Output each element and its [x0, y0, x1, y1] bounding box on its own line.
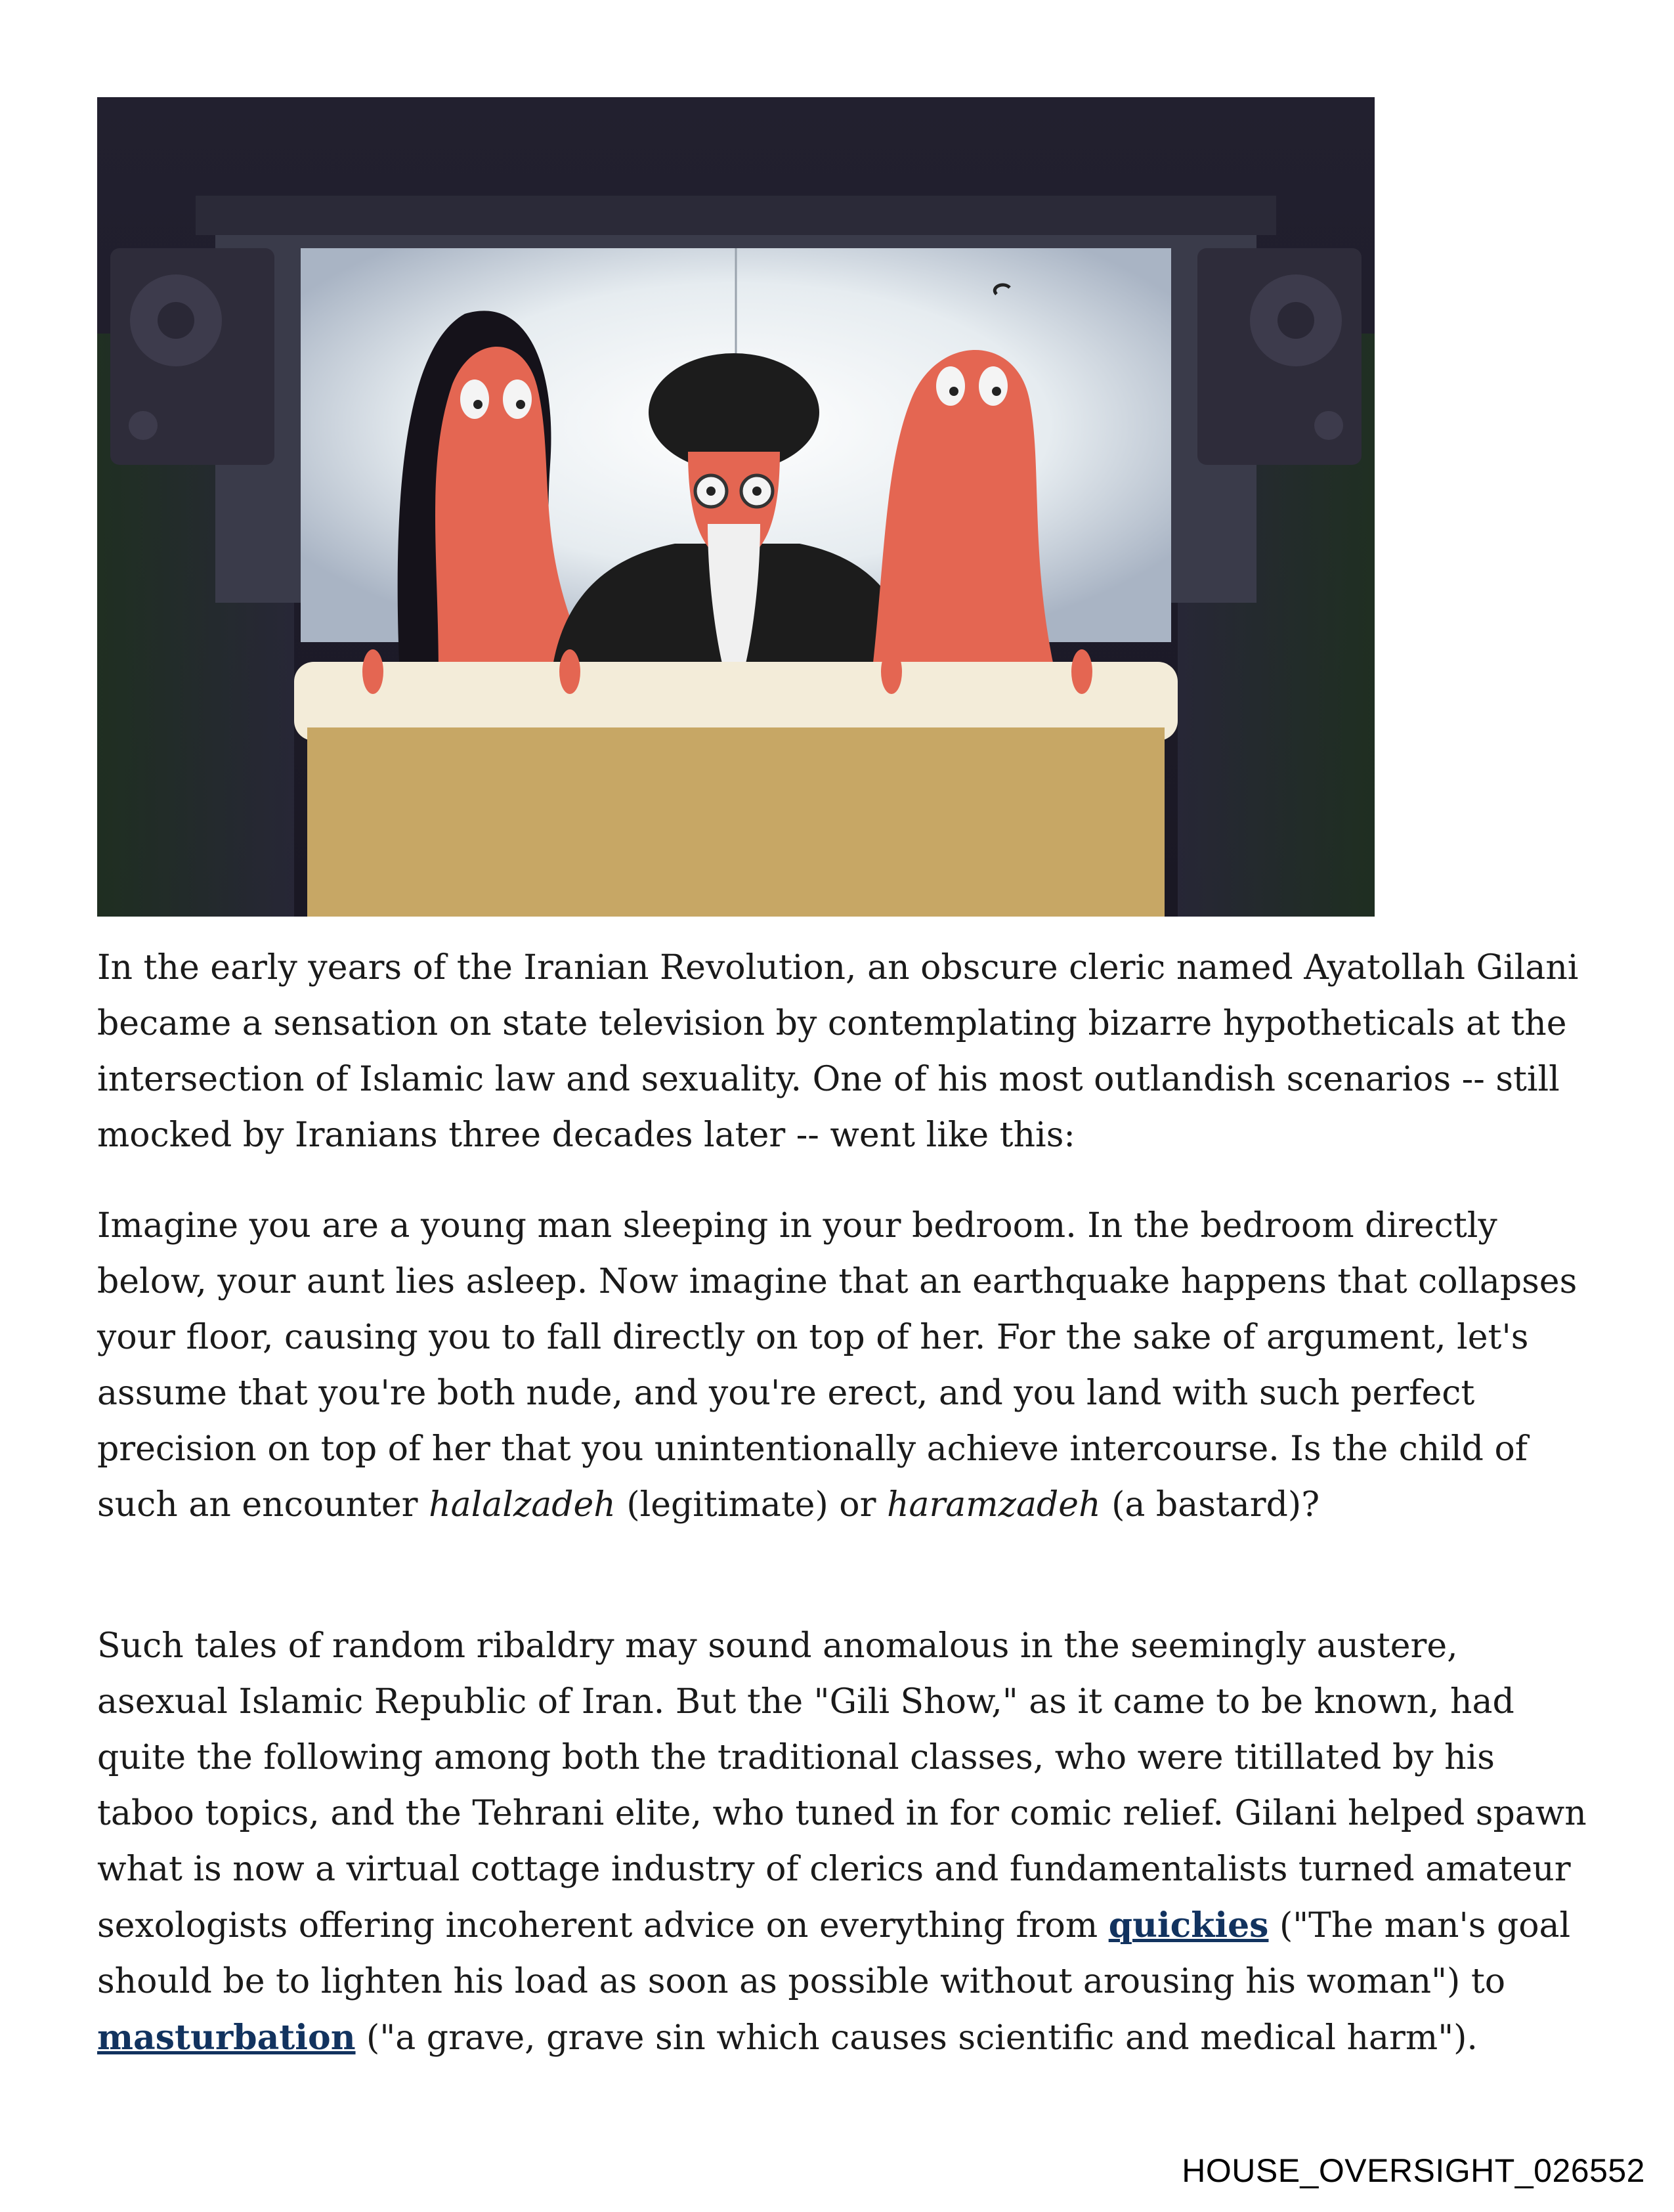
speaker-left-icon — [110, 248, 274, 465]
article-paragraph — [97, 1618, 1587, 2066]
paragraph-text: Imagine you are a young man sleeping in your bedroom. In the bedroom directly below, your aunt lies asleep. Now imagine that an earthquake happens that collapses your floor, causing you to fall directly on top of her. For the sake of argument, let's assume that you're both nude, and you're erect, and you land with such perfect precision on top of her that you unintentionally achieve intercourse. Is the child of such an encounter — [97, 1206, 1577, 1525]
italic-term: haramzadeh — [886, 1485, 1101, 1525]
paragraph-text: (legitimate) or — [615, 1485, 887, 1525]
paragraph-text: Such tales of random ribaldry may sound anomalous in the seemingly austere, asexual Islamic Republic of Iran. But the "Gili Show," as it came to be known, had quite the following among both the traditional classes, who were titillated by his taboo topics, and the Tehrani elite, who tuned in for comic relief. Gilani helped spawn what is now a virtual cottage industry of clerics and fundamentalists turned amateur sexologists offering incoherent advice on everything from — [97, 1626, 1587, 1945]
article-illustration — [97, 97, 1375, 917]
paragraph-text: ("a grave, grave sin which causes scientific and medical harm"). — [355, 2018, 1478, 2058]
article-paragraph — [97, 1198, 1587, 1533]
masturbation-link[interactable]: masturbation — [97, 2018, 356, 2058]
speaker-right-icon — [1197, 248, 1362, 465]
paragraph-text: (a bastard)? — [1100, 1485, 1320, 1525]
article-body — [97, 940, 1587, 2066]
italic-term: halalzadeh — [429, 1485, 616, 1525]
bed-blanket-icon — [294, 649, 1178, 917]
paragraph-text: ("The man's goal should be to lighten his load as soon as possible without arousing his woman") to — [97, 1906, 1571, 2001]
bates-stamp: HOUSE_OVERSIGHT_026552 — [1182, 2152, 1645, 2189]
article-paragraph: In the early years of the Iranian Revolution, an obscure cleric named Ayatollah Gilani became a sensation on state television by contemplating bizarre hypotheticals at the intersection of Islamic law and sexuality. One of his most outlandish scenarios -- still mocked by Iranians three decades later -- went like this: — [97, 948, 1579, 1155]
quickies-link[interactable]: quickies — [1108, 1905, 1269, 1945]
